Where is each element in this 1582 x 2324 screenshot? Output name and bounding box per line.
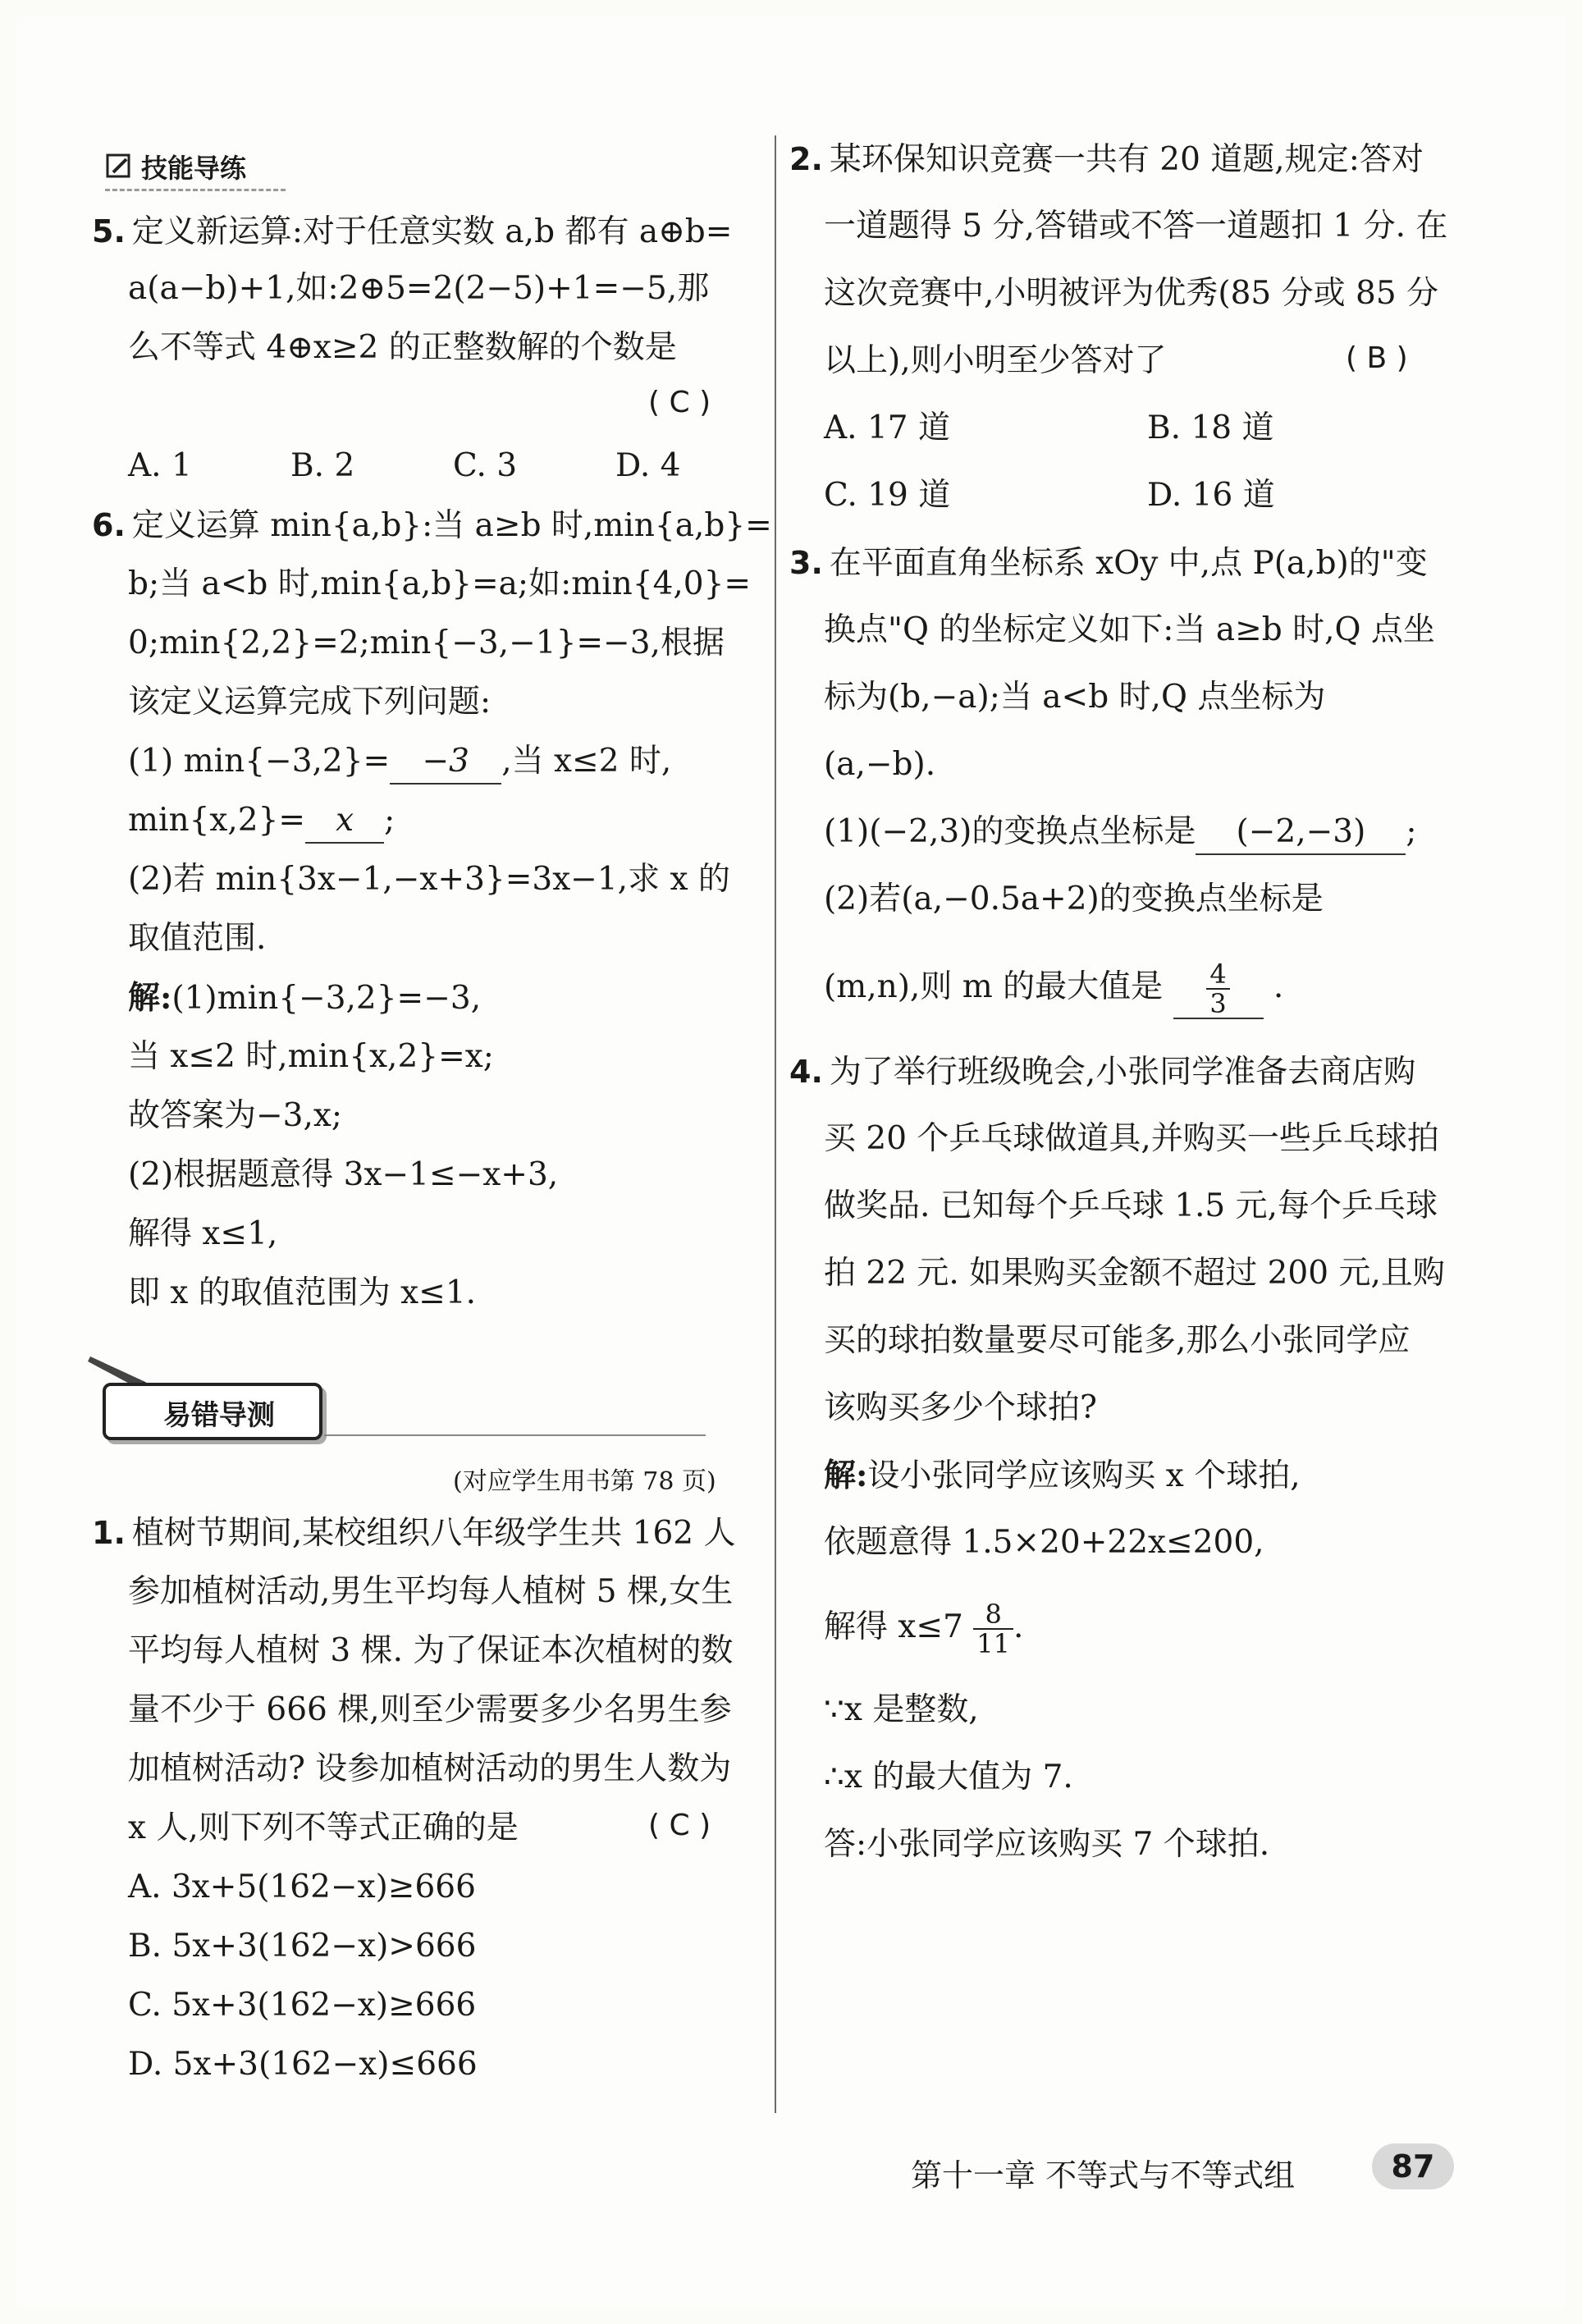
q2-line-3: 这次竞赛中,小明被评为优秀(85 分或 85 分 <box>824 275 1439 312</box>
q6-solution-2: 当 x≤2 时,min{x,2}=x; <box>128 1038 494 1075</box>
q5-option-d: D. 4 <box>615 447 681 484</box>
q6-part1b: min{x,2}= x ; <box>128 799 395 844</box>
q6-line-3: 0;min{2,2}=2;min{−3,−1}=−3,根据 <box>128 624 725 661</box>
q3-line-1: 3. 在平面直角坐标系 xOy 中,点 P(a,b)的"变 <box>789 545 1428 582</box>
q2-option-b: B. 18 道 <box>1147 409 1274 446</box>
q6-solution-label: 解: <box>128 979 172 1017</box>
q1-line-4: 量不少于 666 棵,则至少需要多少名男生参 <box>128 1691 732 1728</box>
q2-option-d: D. 16 道 <box>1147 477 1275 514</box>
q4-solution-label: 解: <box>824 1457 868 1494</box>
q3-part2-line-1: (2)若(a,−0.5a+2)的变换点坐标是 <box>824 881 1324 917</box>
q1-number: 1. <box>92 1515 126 1551</box>
q4-line-5: 买的球拍数量要尽可能多,那么小张同学应 <box>824 1322 1411 1359</box>
q1-line-2: 参加植树活动,男生平均每人植树 5 棵,女生 <box>128 1573 734 1610</box>
q3-fill-1: (−2,−3) <box>1196 811 1406 855</box>
q1-option-d: D. 5x+3(162−x)≤666 <box>128 2046 478 2083</box>
q1-line-1: 1. 植树节期间,某校组织八年级学生共 162 人 <box>92 1515 736 1552</box>
q3-line-4: (a,−b). <box>824 746 936 783</box>
q4-solution-6: 答:小张同学应该购买 7 个球拍. <box>824 1826 1270 1863</box>
error-section-tag <box>103 1383 322 1440</box>
skill-section-title: 技能导练 <box>141 153 247 184</box>
q5-number: 5. <box>92 213 126 249</box>
q3-line-3: 标为(b,−a);当 a<b 时,Q 点坐标为 <box>824 679 1326 716</box>
q3-part1: (1)(−2,3)的变换点坐标是 (−2,−3) ; <box>824 811 1417 855</box>
q6-part2-line-2: 取值范围. <box>128 920 267 957</box>
q5-answer: ( C ) <box>648 386 711 419</box>
q6-part1: (1) min{−3,2}= −3 ,当 x≤2 时, <box>128 740 671 785</box>
q1-line-5: 加植树活动? 设参加植树活动的男生人数为 <box>128 1750 732 1787</box>
q6-line-2: b;当 a<b 时,min{a,b}=a;如:min{4,0}= <box>128 565 752 602</box>
q4-solution-3: 解得 x≤7 $\frac{8}{11}$ . <box>824 1599 1024 1659</box>
q3-fill-2 <box>1173 958 1264 1019</box>
q6-solution-3: 故答案为−3,x; <box>128 1097 343 1134</box>
q2-option-c: C. 19 道 <box>824 477 951 514</box>
q1-answer: ( C ) <box>648 1809 711 1842</box>
q6-line-1: 6. 定义运算 min{a,b}:当 a≥b 时,min{a,b}= <box>92 507 772 544</box>
q6-fill-1: −3 <box>390 740 501 785</box>
error-section-title: 易错导测 <box>163 1399 275 1432</box>
q4-line-1: 4. 为了举行班级晚会,小张同学准备去商店购 <box>789 1054 1416 1091</box>
q1-option-a: A. 3x+5(162−x)≥666 <box>128 1869 476 1905</box>
q6-line-4: 该定义运算完成下列问题: <box>128 684 492 721</box>
q1-line-6: x 人,则下列不等式正确的是 <box>128 1809 519 1846</box>
edit-icon <box>105 153 133 181</box>
q5-option-a: A. 1 <box>128 447 192 484</box>
q3-line-2: 换点"Q 的坐标定义如下:当 a≥b 时,Q 点坐 <box>824 611 1435 648</box>
q3-number: 3. <box>789 545 823 581</box>
q5-option-c: C. 3 <box>453 447 518 484</box>
q1-line-3: 平均每人植树 3 棵. 为了保证本次植树的数 <box>128 1632 734 1669</box>
q4-line-2: 买 20 个乒乓球做道具,并购买一些乒乓球拍 <box>824 1120 1439 1157</box>
q4-solution-1: 解:设小张同学应该购买 x 个球拍, <box>824 1457 1301 1494</box>
q4-solution-4: ∵x 是整数, <box>824 1691 979 1728</box>
q5-option-b: B. 2 <box>290 447 355 484</box>
q6-part2-line-1: (2)若 min{3x−1,−x+3}=3x−1,求 x 的 <box>128 861 730 898</box>
q1-option-c: C. 5x+3(162−x)≥666 <box>128 1987 477 2024</box>
section-underline <box>105 189 286 191</box>
chapter-footer: 第十一章 不等式与不等式组 <box>911 2157 1296 2194</box>
q5-line-2: a(a−b)+1,如:2⊕5=2(2−5)+1=−5,那 <box>128 270 710 307</box>
q3-fraction: $\frac{4}{3}$ <box>1206 960 1229 1018</box>
q4-solution-2: 依题意得 1.5×20+22x≤200, <box>824 1524 1264 1561</box>
column-divider <box>775 135 776 2113</box>
q3-part2-line-2: (m,n),则 m 的最大值是 $\frac{4}{3}$ . <box>824 958 1284 1019</box>
q5-line-1: 5. 定义新运算:对于任意实数 a,b 都有 a⊕b= <box>92 213 733 250</box>
q4-line-3: 做奖品. 已知每个乒乓球 1.5 元,每个乒乓球 <box>824 1187 1438 1224</box>
page-number: 87 <box>1372 2143 1454 2189</box>
q5-line-3: 么不等式 4⊕x≥2 的正整数解的个数是 <box>128 329 677 366</box>
tag-rule <box>324 1434 706 1436</box>
q6-solution-5: 解得 x≤1, <box>128 1215 278 1252</box>
error-reference: (对应学生用书第 78 页) <box>453 1467 716 1496</box>
q6-number: 6. <box>92 507 126 543</box>
q4-solution-5: ∴x 的最大值为 7. <box>824 1759 1073 1796</box>
q4-number: 4. <box>789 1054 823 1090</box>
q6-solution-6: 即 x 的取值范围为 x≤1. <box>128 1274 477 1311</box>
q2-number: 2. <box>789 141 823 177</box>
q4-fraction: $\frac{8}{11}$ <box>973 1600 1013 1658</box>
q2-line-4: 以上),则小明至少答对了 <box>824 342 1167 379</box>
q2-answer: ( B ) <box>1346 341 1408 375</box>
q6-solution-1: 解:(1)min{−3,2}=−3, <box>128 979 482 1017</box>
q2-line-2: 一道题得 5 分,答错或不答一道题扣 1 分. 在 <box>824 208 1448 245</box>
q4-line-6: 该购买多少个球拍? <box>824 1389 1097 1426</box>
q6-fill-2: x <box>305 799 384 844</box>
q2-line-1: 2. 某环保知识竞赛一共有 20 道题,规定:答对 <box>789 141 1424 178</box>
q1-option-b: B. 5x+3(162−x)>666 <box>128 1928 477 1965</box>
q4-line-4: 拍 22 元. 如果购买金额不超过 200 元,且购 <box>824 1255 1445 1292</box>
q6-solution-4: (2)根据题意得 3x−1≤−x+3, <box>128 1156 559 1193</box>
q2-option-a: A. 17 道 <box>824 409 950 446</box>
